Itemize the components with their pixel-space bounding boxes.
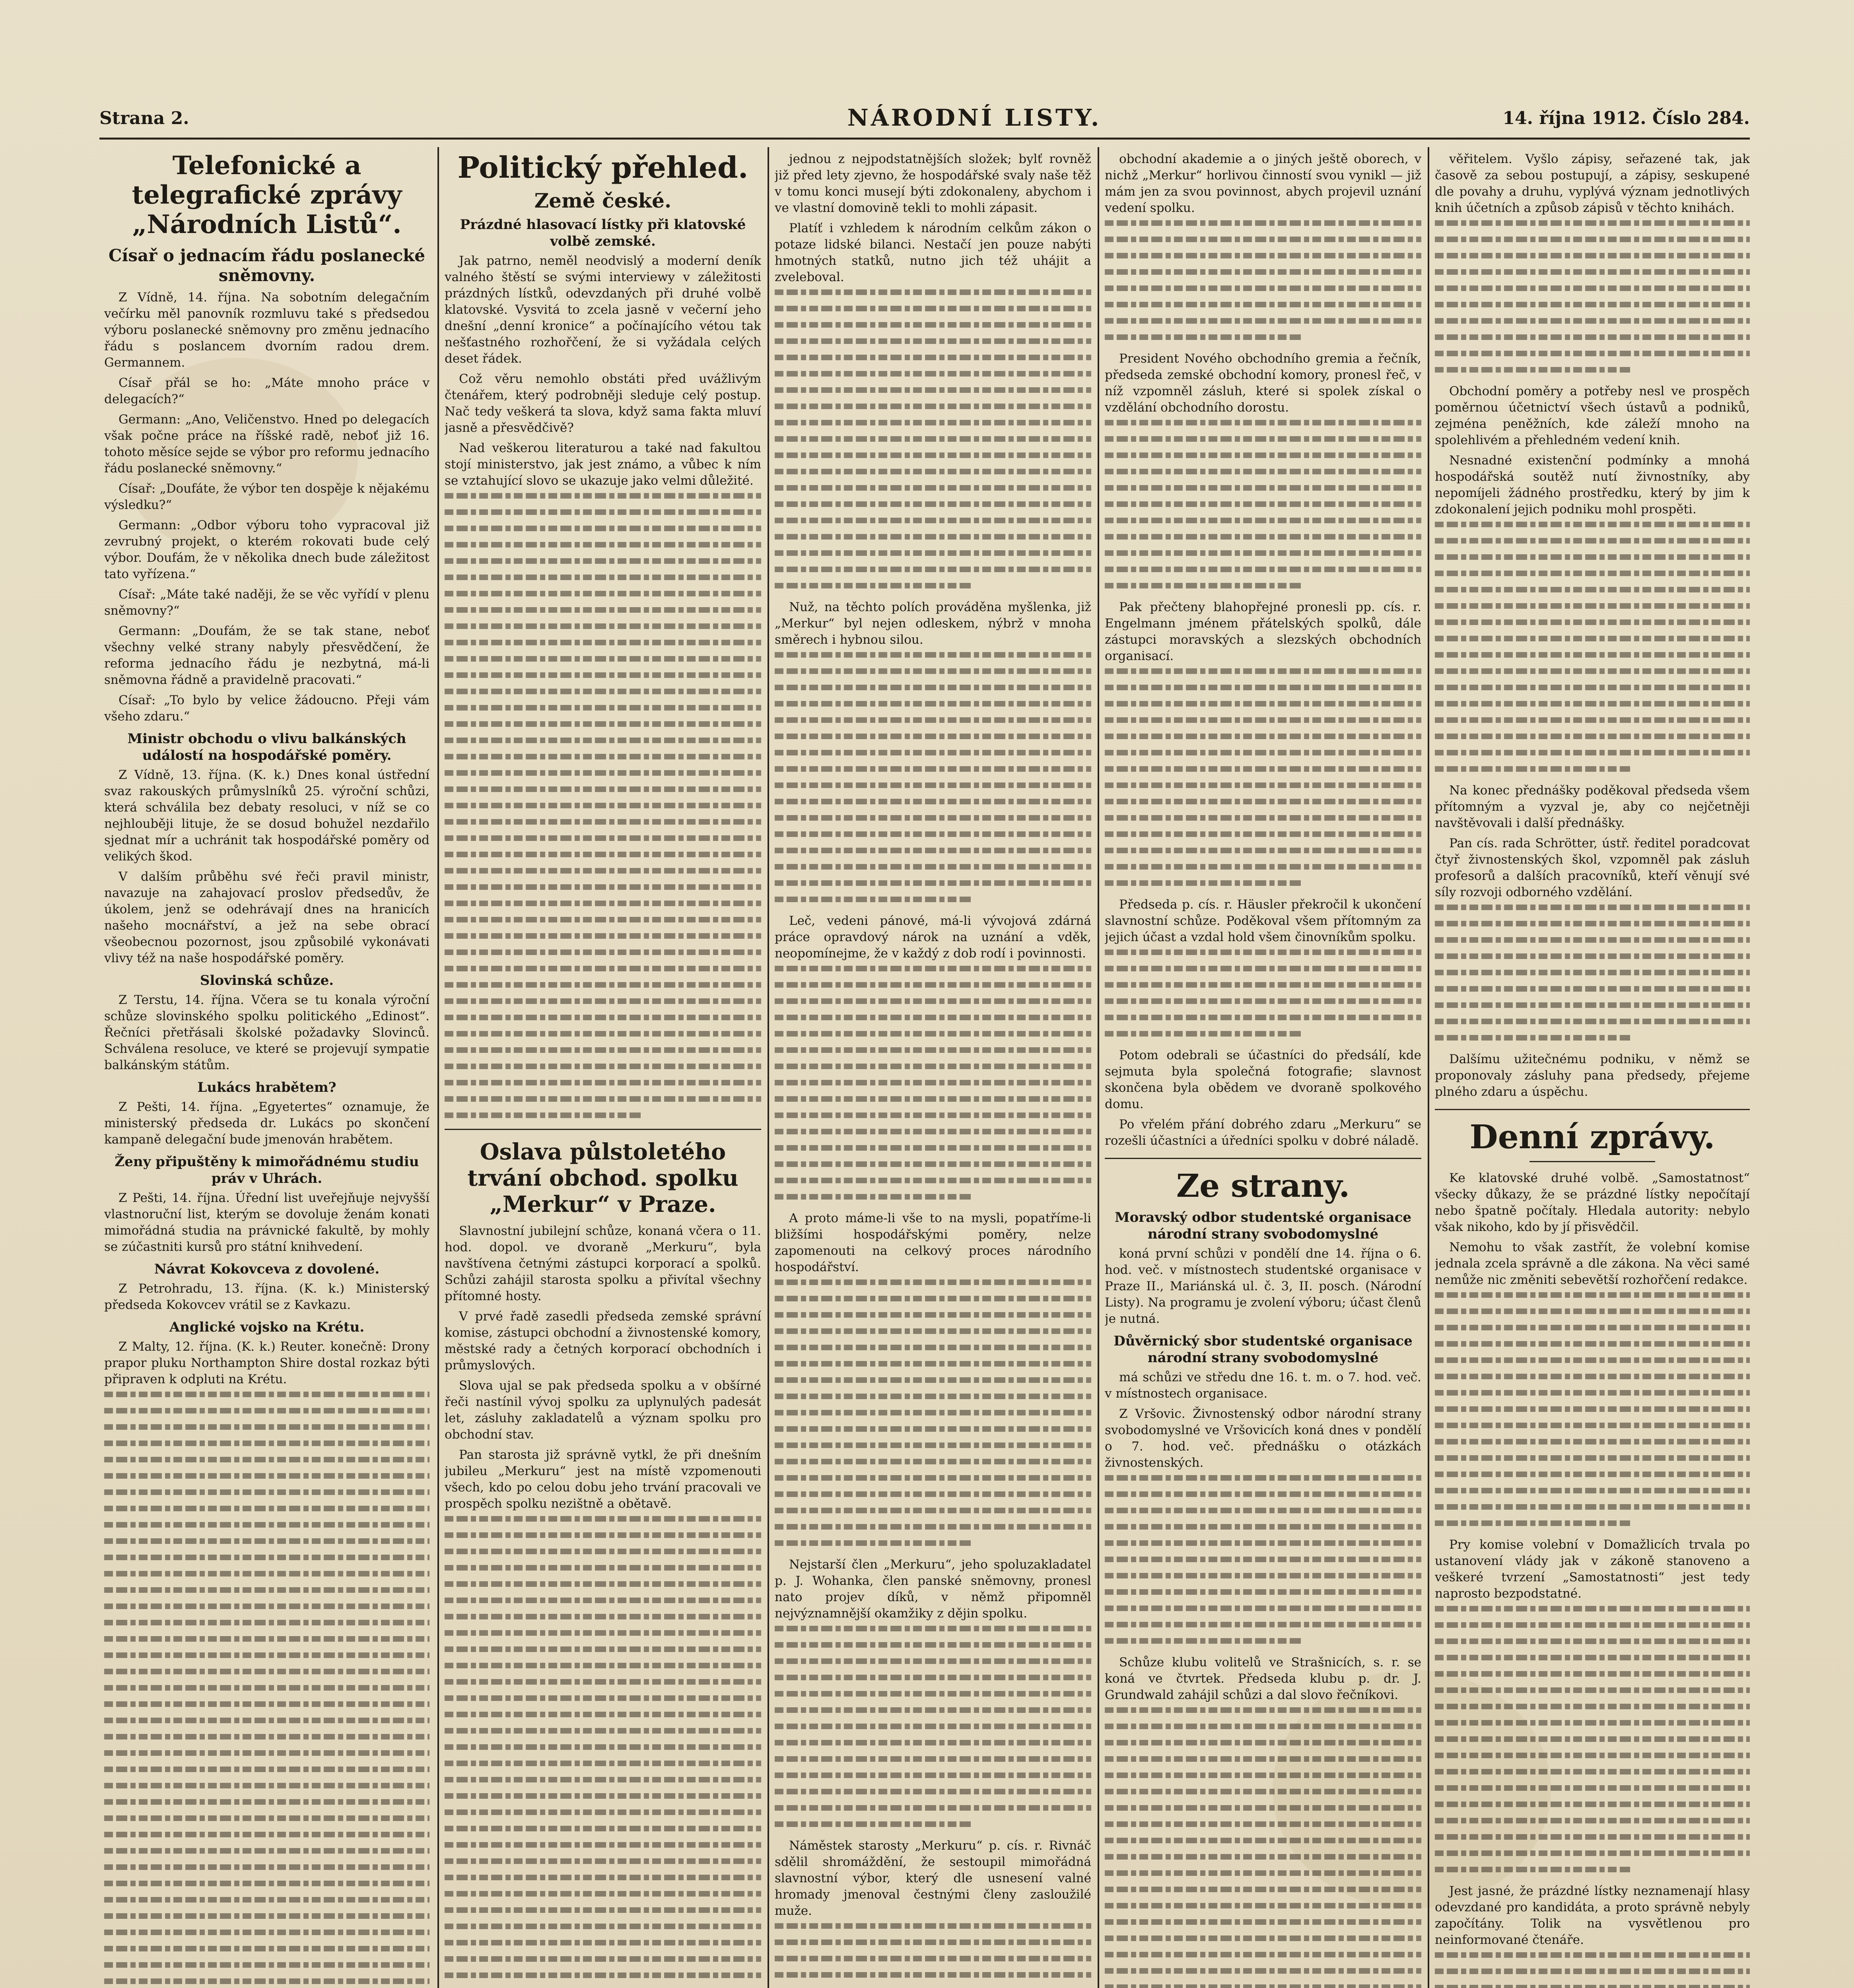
article-text: Z Petrohradu, 13. října. (K. k.) Ministerský předseda Kokovcev vrátil se z Kavkazu. bbox=[104, 1281, 429, 1312]
article-separator bbox=[1435, 1109, 1750, 1110]
article-text: Nejstarší člen „Merkuru“, jeho spoluzakladatel p. J. Wohanka, člen panské sněmovny, pronesl nato projev díků, v němž připomněl nejvýznamnější okamžiky z dějin spolku. bbox=[775, 1557, 1091, 1621]
article-text: A proto máme-li vše to na mysli, popatříme-li bližšími hospodářskými poměry, nelze zapomenouti na celkový proces národního hospodářství. bbox=[775, 1211, 1091, 1274]
column-rule bbox=[1428, 147, 1429, 1988]
article-text: Nemohu to však zastřít, že volební komise jednala zcela správně a dle zákona. Na věci samé nemůže nic změniti sebevětší rozhořčení redakce. bbox=[1435, 1240, 1750, 1287]
column-rule bbox=[437, 147, 439, 1988]
headline-party: Ze strany. bbox=[1176, 1167, 1350, 1204]
article-title: Prázdné hlasovací lístky při klatovské volbě zemské. bbox=[460, 217, 746, 249]
article-text: Z Pešti, 14. října. Úřední list uveřejňuje nejvyšší vlastnoruční list, kterým se dovoluje ženám konati mimořádná studia na právnické fakultě, by mohly se zúčastniti kursů pro státní knihvedení. bbox=[104, 1191, 429, 1254]
article-text: V prvé řadě zasedli předseda zemské správní komise, zástupci obchodní a živnostenské komory, městské rady a četných korporací obchodních i průmyslových. bbox=[445, 1309, 761, 1373]
article-text: Jak patrno, neměl neodvislý a moderní deník valného štěstí se svými interviewy v záležitosti prázdných lístků, odevzdaných při druhé volbě klatovské. Vysvitá to zcela jasně v večerní jeho dnešní „denní kronice“ a počínajícího vétou tak nešťastného rozhořčení, že si vyžádala celých deset řádek. bbox=[445, 254, 761, 366]
headline-merkur: Oslava půlstoletého trvání obchod. spolku „Merkur“ v Praze. bbox=[467, 1139, 738, 1217]
issue-date: 14. října 1912. Číslo 284. bbox=[1502, 108, 1750, 128]
article-title: Moravský odbor studentské organisace národní strany svobodomyslné bbox=[1114, 1209, 1412, 1242]
article-title: Návrat Kokovceva z dovolené. bbox=[154, 1261, 380, 1277]
column-rule bbox=[1098, 147, 1099, 1988]
column-rule bbox=[768, 147, 769, 1988]
column-3 bbox=[775, 151, 1091, 1988]
article-title: Ženy připuštěny k mimořádnému studiu práv v Uhrách. bbox=[115, 1154, 419, 1186]
article-text: Z Terstu, 14. října. Včera se tu konala výroční schůze slovinského spolku politického „Edinost“. Řečníci přetřásali školské požadavky Slovinců. Schválena resoluce, ve které se projevují sympatie balkánským státům. bbox=[104, 993, 429, 1072]
article-text: jednou z nejpodstatnějších složek; bylť rovněž již před lety zjevno, že hospodářské svaly naše těž v tomu konci musejí býti zdokonaleny, abychom i ve vlastní domovině tekli to mohli zápasit. bbox=[775, 152, 1091, 215]
article-text: Obchodní poměry a potřeby nesl ve prospěch poměrnou účetnictví všech ústavů a podniků, zejména peněžních, kde záleží mnoho na spolehlivém a přehledném vedení knih. bbox=[1435, 384, 1750, 447]
header-rule bbox=[99, 138, 1750, 140]
article-text: Na konec přednášky poděkoval předseda všem přítomným a vyzval je, aby co nejčetněji navštěvovali i další přednášky. bbox=[1435, 783, 1750, 830]
article-text: Pry komise volební v Domažlicích trvala po ustanovení vlády jak v zákoně stanoveno a veškeré tvrzení „Samostatnosti“ jest tedy naprosto bezpodstatné. bbox=[1435, 1538, 1750, 1601]
headline-politics: Politický přehled. bbox=[457, 151, 748, 185]
article-text: Předseda p. cís. r. Häusler překročil k ukončení slavnostní schůze. Poděkoval všem přítomným za jejich účast a vzdal hold všem činovníkům spolku. bbox=[1105, 897, 1421, 944]
article-text: obchodní akademie a o jiných ještě oborech, v nichž „Merkur“ horlivou činností svou vynikl — již mám jen za svou povinnost, abych projevil uznání vedení spolku. bbox=[1105, 152, 1421, 215]
column-2 bbox=[445, 151, 761, 1988]
article-text: Ke klatovské druhé volbě. „Samostatnost“ všecky důkazy, že se prázdné lístky nepočítají nebo špatně počítaly. Hledala autority: nebylo však nikoho, kdo by jí přisvědčil. bbox=[1435, 1171, 1750, 1234]
newspaper-title: NÁRODNÍ LISTY. bbox=[847, 104, 1102, 131]
article-text: Což věru nemohlo obstáti před uvážlivým čtenářem, který podrobněji sleduje celý postup. Nač tedy veškerá ta slova, když sama fakta mluví jasně a přesvědčivě? bbox=[445, 372, 761, 435]
article-text: Slavnostní jubilejní schůze, konaná včera o 11. hod. dopol. ve dvoraně „Merkuru“, byla navštívena četnými zástupci korporací a spolků. Schůzi zahájil starosta spolku a přivítal všechny přítomné hosty. bbox=[445, 1224, 761, 1303]
article-text: Jest jasné, že prázdné lístky neznamenají hlasy odevzdané pro kandidáta, a proto správně nebyly započítány. Tolik na vysvětlenou pro neinformované čtenáře. bbox=[1435, 1884, 1750, 1947]
column-4 bbox=[1105, 151, 1421, 1988]
headline-underline bbox=[1529, 1161, 1656, 1162]
text-filler bbox=[104, 1392, 429, 1988]
article-text: President Nového obchodního gremia a řečník, předseda zemské obchodní komory, pronesl řeč, v níž vzpomněl zásluh, které si spolek získal o vzdělání obchodního dorostu. bbox=[1105, 351, 1421, 415]
article-text: věřitelem. Vyšlo zápisy, seřazené tak, jak časově za sebou postupují, a zápisy, seskupené dle povahy a druhu, vyplývá význam jednotlivých knih účetních a způsob zápisů v těchto knihách. bbox=[1435, 152, 1750, 215]
article-title: Slovinská schůze. bbox=[200, 973, 334, 988]
article-text: V dalším průběhu své řeči pravil ministr, navazuje na zahajovací proslov předsedův, že úkolem, jenž se odehrávají dnes na hranicích našeho mocnářství, a jež na sebe obrací všeobecnou pozornost, jsou způsobilé vykonávati vlivy též na naše hospodářské poměry. bbox=[104, 870, 429, 965]
article-text: Císař: „Doufáte, že výbor ten dospěje k nějakému výsledku?“ bbox=[104, 481, 429, 512]
article-text: Náměstek starosty „Merkuru“ p. cís. r. Rivnáč sdělil shromáždění, že sestoupil mimořádná slavnostní výbor, který dle usnesení valné hromady jmenoval čestnými členy zasloužilé muže. bbox=[775, 1839, 1091, 1918]
article-text: Z Malty, 12. října. (K. k.) Reuter. konečně: Drony prapor pluku Northampton Shire dostal rozkaz býti připraven k odpluti na Krétu. bbox=[104, 1340, 429, 1386]
article-text: má schůzi ve středu dne 16. t. m. o 7. hod. več. v místnostech organisace. bbox=[1105, 1370, 1421, 1401]
article-text: Germann: „Odbor výboru toho vypracoval již zevrubný projekt, o kterém rokovati bude celý výbor. Doufám, že v několika dnech bude záležitost tato vyřízena.“ bbox=[104, 518, 429, 581]
article-separator bbox=[1105, 1158, 1421, 1159]
article-text: Dalšímu užitečnému podniku, v němž se proponovaly zásluhy pana předsedy, přejeme plného zdaru a úspěchu. bbox=[1435, 1052, 1750, 1099]
article-text: Z Vídně, 14. října. Na sobotním delegačním večírku měl panovník rozmluvu také s předsedou výboru poslanecké sněmovny pro změnu jednacího řádu s poslancem dvorním radou drem. Germannem. bbox=[104, 290, 429, 370]
column-5 bbox=[1435, 151, 1750, 1988]
article-text: Nad veškerou literaturou a také nad fakultou stojí ministerstvo, jak jest známo, a vůbec k ním se vztahující slovo se ukazuje jako velmi důležité. bbox=[445, 441, 761, 488]
article-text: Císař přál se ho: „Máte mnoho práce v delegacích?“ bbox=[104, 376, 429, 406]
article-text: Po vřelém přání dobrého zdaru „Merkuru“ se rozešli účastníci a úředníci spolku v dobré náladě. bbox=[1105, 1117, 1421, 1148]
article-text: Leč, vedeni pánové, má-li vývojová zdárná práce opravdový nárok na uznání a vděk, neopomínejme, že v každý z dob rodí i povinnosti. bbox=[775, 914, 1091, 961]
article-text: Schůze klubu volitelů ve Strašnicích, s. r. se koná ve čtvrtek. Předseda klubu p. dr. J. Grundwald zahájil schůzi a dal slovo řečníkovi. bbox=[1105, 1655, 1421, 1702]
article-text: Germann: „Ano, Veličenstvo. Hned po delegacích však počne práce na říšské radě, neboť již 16. tohoto měsíce sejde se výbor pro reformu jednacího řádu poslanecké sněmovny.“ bbox=[104, 412, 429, 476]
article-text: Germann: „Doufám, že se tak stane, neboť všechny velké strany nabyly přesvědčení, že reforma jednacího řádu je nezbytná, má-li sněmovna řádně a pravidelně pracovati.“ bbox=[104, 624, 429, 687]
page-number: Strana 2. bbox=[99, 108, 189, 128]
article-text: Potom odebrali se účastníci do předsálí, kde sejmuta byla společná fotografie; slavnost skončena byla obědem ve dvoraně spolkového domu. bbox=[1105, 1048, 1421, 1111]
article-text: Pan cís. rada Schrötter, ústř. ředitel poradcovat čtyř živnostenských škol, vzpomněl pak zásluh profesorů a dalších pracovníků, kteří věnují své síly rozvoji odborného vzdělání. bbox=[1435, 836, 1750, 899]
article-title: Císař o jednacím řádu poslanecké sněmovny. bbox=[109, 246, 425, 285]
article-text: koná první schůzi v pondělí dne 14. října o 6. hod. več. v místnostech studentské organisace v Praze II., Mariánská ul. č. 3, II. posch. (Národní Listy). Na programu je zvolení výboru; účast členů je nutná. bbox=[1105, 1246, 1421, 1326]
headline-telegraph: Telefonické a telegrafické zprávy „Národních Listů“. bbox=[132, 151, 402, 239]
article-text: Pan starosta již správně vytkl, že při dnešním jubileu „Merkuru“ jest na místě vzpomenouti všech, kdo po celou dobu jeho trvání pracovali ve prospěch spolku nezištně a obětavě. bbox=[445, 1448, 761, 1511]
article-separator bbox=[445, 1129, 761, 1130]
article-text: Pak přečteny blahopřejné pronesli pp. cís. r. Engelmann jménem přátelských spolků, dále zástupci moravských a slezských obchodních organisací. bbox=[1105, 600, 1421, 663]
article-title: Ministr obchodu o vlivu balkánských událostí na hospodářské poměry. bbox=[127, 731, 406, 763]
article-text: Císař: „To bylo by velice žádoucno. Přeji vám všeho zdaru.“ bbox=[104, 693, 429, 724]
masthead bbox=[99, 104, 1750, 132]
article-text: Nesnadné existenční podmínky a mnohá hospodářská soutěž nutí živnostníky, aby nepomíjeli žádného prostředku, který by jim k zdokonalení jejich podniku mohl prospěti. bbox=[1435, 453, 1750, 516]
section-title: Země české. bbox=[534, 189, 672, 212]
article-text: Z Vídně, 13. října. (K. k.) Dnes konal ústřední svaz rakouských průmyslníků 25. výroční schůzi, která schválila bez debaty resoluci, v níž se co nejhlouběji lituje, že se dosud bohužel nezdařilo sjednat mír a uchránit tak hospodářské poměry od velikých škod. bbox=[104, 768, 429, 864]
article-title: Lukács hrabětem? bbox=[197, 1079, 336, 1095]
column-1 bbox=[104, 151, 429, 1988]
article-text: Císař: „Máte také naději, že se věc vyřídí v plenu sněmovny?“ bbox=[104, 587, 429, 618]
article-text: Z Pešti, 14. října. „Egyetertes“ oznamuje, že ministerský předseda dr. Lukács po skončení kampaně delegační bude jmenován hrabětem. bbox=[104, 1100, 429, 1147]
article-text: Z Vršovic. Živnostenský odbor národní strany svobodomyslné ve Vršovicích koná dnes v pondělí o 7. hod. več. přednášku o otázkách živnostenských. bbox=[1105, 1407, 1421, 1470]
article-text: Platíť i vzhledem k národním celkům zákon o potaze lidské bilanci. Nestačí jen pouze nabýti hmotných statků, nutno jich též uhájit a zveleboval. bbox=[775, 221, 1091, 284]
article-text: Slova ujal se pak předseda spolku a v obšírné řeči nastínil vývoj spolku za uplynulých padesát let, zásluhy zakladatelů a význam spolku pro obchodní stav. bbox=[445, 1378, 761, 1442]
article-text: Nuž, na těchto polích prováděna myšlenka, již „Merkur“ byl nejen odleskem, nýbrž v mnoha směrech i hybnou silou. bbox=[775, 600, 1091, 647]
article-title: Anglické vojsko na Krétu. bbox=[169, 1319, 365, 1335]
headline-daily-news: Denní zprávy. bbox=[1469, 1118, 1715, 1156]
article-title: Důvěrnický sbor studentské organisace národní strany svobodomyslné bbox=[1114, 1333, 1413, 1366]
